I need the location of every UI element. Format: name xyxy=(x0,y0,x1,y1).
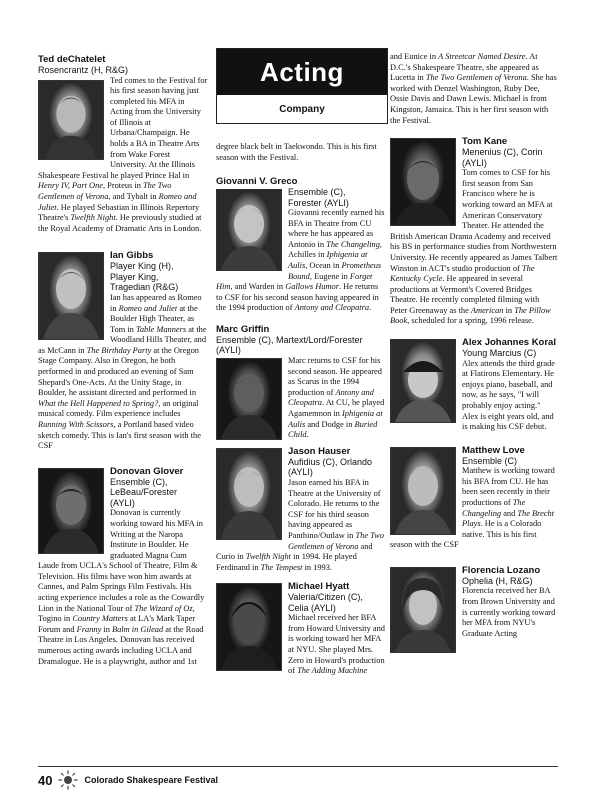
actor-role: Player King (H), xyxy=(110,261,174,272)
actor-bio: Giovanni recently earned his BFA in Theatre from CU where he has appeared as Antonio in The Changeling, Achilles in Iphigenia at Aulis, Ocean in Prometheus Bound, Eugene in Forget Him, and Warden in Gallows Humor. He returns to CSF for his second season having appeared in the 1994 production of Antony and Cleopatra. xyxy=(216,208,385,313)
actor-role: Player King, xyxy=(110,271,159,282)
bio-entry-giovanni-greco xyxy=(216,176,386,314)
bio-entry-ian-gibbs xyxy=(38,250,208,451)
actor-bio: Matthew is working toward his BFA from CU. He has been seen recently in their productions of The Changeling and The Brecht Plays. He is a Colorado native. This is his first season with the CSF xyxy=(390,466,555,550)
banner-title: Acting xyxy=(217,49,387,95)
bio-entry-alex-koral xyxy=(390,337,558,433)
actor-bio: Ian has appeared as Romeo in Romeo and Juliet at the Boulder High Theater, as Tom in Table Manners at the Woodland Hills Theater, and as McCann in The Birthday Party at the Oregon Stage Company. Also in Oregon, he both performed in and produced an evening of Sam Shepard's One-Acts. At the Unity Stage, in Boulder, he assistant directed and performed in What the Hell Happened to Spring?, an original musical comedy. Film experience includes Running With Scissors, a Portland based video sketch comedy. This is Ian's first season with the CSF xyxy=(38,292,207,451)
headshot-photo xyxy=(38,252,104,340)
banner-subtitle: Company xyxy=(279,103,325,115)
acting-company-banner xyxy=(216,48,388,124)
actor-name: Ian Gibbs xyxy=(110,250,154,262)
actor-name: Matthew Love xyxy=(462,444,525,456)
actor-name: Marc Griffin xyxy=(216,323,270,335)
actor-role: LeBeau/Forester xyxy=(110,487,178,498)
actor-bio: Ted comes to the Festival for his first season having just completed his MFA in Acting from the University of Illinois at Urbana/Champaign. He holds a BA in Theatre Arts from Wake Forest University. At the Illinois Shakespeare Festival he played Prince Hal in Henry IV, Part One, Proteus in The Two Gentlemen of Verona, and Tybalt in Romeo and Juliet. He played Sebastian in Illinois Repertory Theatre's Twelfth Night. He previously studied at the Royal Academy of Dramatic Arts in London. xyxy=(38,75,208,233)
column-left xyxy=(38,48,208,735)
actor-bio: Jason earned his BFA in Theatre at the University of Colorado. He returns to the CSF for his third season having appeared as Panthino/Outlaw in The Two Gentlemen of Verona and Curio in Twelfth Night in 1994. He played Ferdinand in The Tempest in 1993. xyxy=(216,477,384,572)
headshot-photo xyxy=(216,448,282,540)
actor-role: Menenius (C), Corin xyxy=(462,147,543,158)
publication-name: Colorado Shakespeare Festival xyxy=(84,775,219,785)
bio-entry-donovan-glover xyxy=(38,466,208,736)
actor-role: Young Marcius (C) xyxy=(462,348,537,359)
actor-bio: Florencia received her BA from Brown University and is currently working toward her MFA from NYU's Graduate Acting xyxy=(462,586,556,638)
actor-name: Jason Hauser xyxy=(288,445,351,457)
actor-name: Florencia Lozano xyxy=(462,564,541,576)
actor-bio-continued: degree black belt in Taekwondo. This is his first season with the Festival. xyxy=(216,142,377,162)
actor-name: Giovanni V. Greco xyxy=(216,176,298,187)
column-right xyxy=(390,52,558,655)
actor-role: Rosencrantz (H, R&G) xyxy=(38,65,129,75)
headshot-photo xyxy=(390,339,456,423)
actor-role: Ensemble (C), Martext/Lord/Forester (AYLI) xyxy=(216,334,363,356)
actor-role: Aufidius (C), Orlando xyxy=(288,456,373,467)
bio-entry-tom-kane xyxy=(390,136,558,327)
actor-bio: Tom comes to CSF for his first season from San Francisco where he is working toward an MFA at American Conservatory Theater. He attended the British American Drama Academy and received his BS in performance studies from Northwestern University. He recently appeared as James Talbert Winston in ACT's studio production of The Kentucky Cycle. He appeared in several productions at Vermont's Covered Bridges Theatre. He recently completed filming with Peter Greenaway as the American in The Pillow Book, scheduled for a spring, 1996 release. xyxy=(390,168,558,326)
column-middle xyxy=(216,142,386,687)
actor-name: Michael Hyatt xyxy=(288,581,350,593)
headshot-photo xyxy=(216,189,282,271)
headshot-photo xyxy=(390,447,456,535)
actor-name: Donovan Glover xyxy=(110,465,184,477)
bio-entry-ted-dechatelet xyxy=(38,54,208,234)
actor-bio: Alex attends the third grade at Flatirons Elementary. He enjoys piano, baseball, and now, as he says, "I will probably enjoy acting." Alex is eight years old, and is making his CSF debut. xyxy=(462,358,556,432)
actor-role: Valeria/Citizen (C), xyxy=(288,592,363,603)
actor-role: Forester (AYLI) xyxy=(288,197,349,208)
actor-role: (AYLI) xyxy=(110,497,135,508)
actor-bio: Donovan is currently working toward his MFA in Writing at the Naropa Institute in Boulder. He graduated Magna Cum Laude from UCLA's School of Theatre, Film & Television. His films have won him awards at Cannes, and Palm Springs Film Festivals. His acting experience includes a role as the Cowardly Lion in the National Tour of The Wizard of Oz, Togino in Country Matters at LA's Mark Taper Forum and Franny in Balm in Gilead at the Road Theatre in Los Angeles. Donovan has received numerous acting awards including UCLA and Dramalogue. He is a playwright, author and 1st xyxy=(38,508,205,666)
bio-entry-florencia-lozano xyxy=(390,565,558,639)
actor-role: Ensemble (C), xyxy=(288,187,346,197)
actor-role: (AYLI) xyxy=(288,467,313,478)
bio-entry-matthew-love xyxy=(390,445,558,551)
actor-name: Tom Kane xyxy=(462,136,508,148)
page-number: 40 xyxy=(38,772,53,788)
headshot-photo xyxy=(38,80,104,160)
actor-bio: Marc returns to CSF for his second season. He appeared as Scarus in the 1994 production of Antony and Cleopatra. At CU, he played Agamemnon in Iphigenia at Aulis and Dodge in Buried Child. xyxy=(288,355,385,440)
actor-role: Ophelia (H, R&G) xyxy=(462,575,533,586)
page-footer xyxy=(38,770,218,790)
actor-role: Ensemble (C) xyxy=(462,455,518,466)
sun-logo-icon xyxy=(58,770,78,790)
headshot-photo xyxy=(216,583,282,671)
actor-role: Celia (AYLI) xyxy=(288,602,336,613)
headshot-photo xyxy=(216,358,282,440)
headshot-photo xyxy=(390,138,456,226)
actor-name: Alex Johannes Koral xyxy=(462,337,556,349)
bio-entry-marc-griffin xyxy=(216,324,386,442)
actor-role: Ensemble (C), xyxy=(110,476,168,487)
bio-entry-jason-hauser xyxy=(216,446,386,573)
actor-name: Ted deChatelet xyxy=(38,54,106,65)
headshot-photo xyxy=(38,468,104,554)
headshot-photo xyxy=(390,567,456,653)
bio-entry-michael-hyatt xyxy=(216,581,386,687)
footer-rule xyxy=(38,766,558,767)
actor-role: Tragedian (R&G) xyxy=(110,282,179,293)
actor-role: (AYLI) xyxy=(462,157,487,168)
actor-bio-continued: and Eunice in A Streetcar Named Desire. At D.C.'s Shakespeare Theatre, she appeared as Lucetta in The Two Gentlemen of Verona. She has worked with Denzel Washington, Ruby Dee, Ossie Davis and Dawn Lewis. Michael is from Kingston, Jamaica. This is her first season with the Festival. xyxy=(390,52,557,125)
actor-bio: Michael received her BFA from Howard University and is working toward her MFA at NYU. She played Mrs. Zero in Howard's production of The Adding Machine xyxy=(288,613,385,676)
